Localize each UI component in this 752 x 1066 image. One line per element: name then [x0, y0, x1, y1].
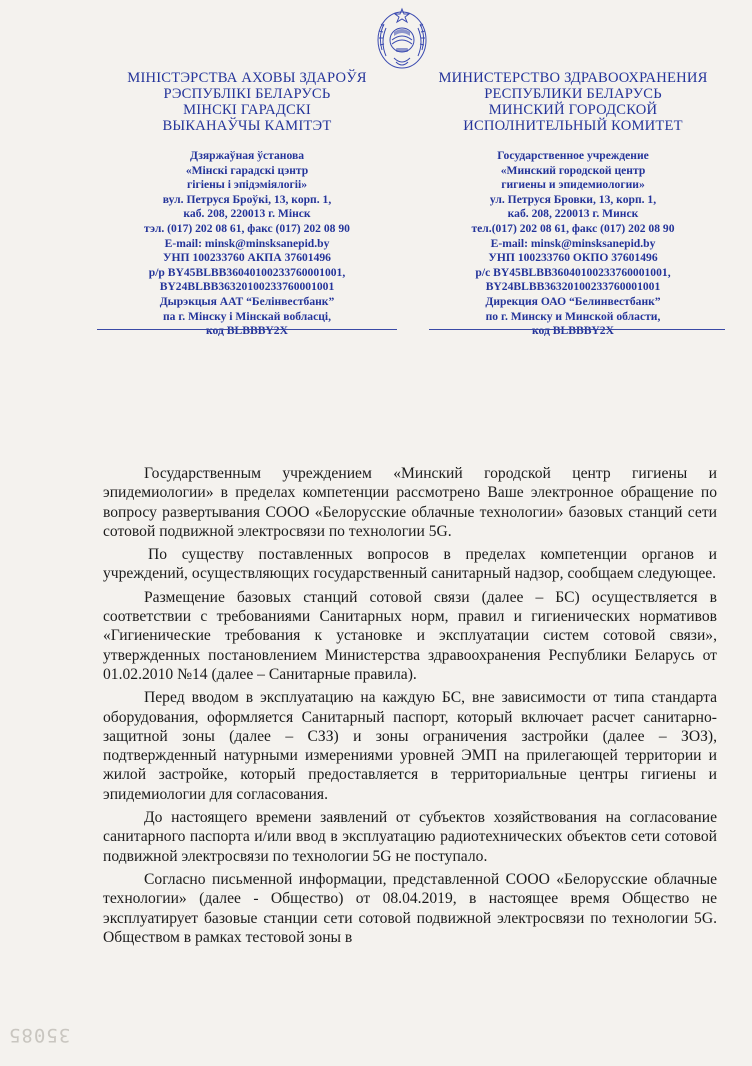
ministry-line: РЕСПУБЛИКИ БЕЛАРУСЬ	[484, 86, 662, 102]
ministry-line: МИНИСТЕРСТВО ЗДРАВООХРАНЕНИЯ	[438, 70, 708, 86]
bank-line: Дырэкцыя ААТ “Белінвестбанк”	[159, 294, 335, 308]
state-emblem-icon	[374, 6, 430, 72]
ministry-line: МИНСКИЙ ГОРОДСКОЙ	[488, 102, 658, 118]
institution-line: гігіены і эпідэміялогіі»	[186, 178, 308, 192]
bank-line: по г. Минску и Минской области,	[485, 309, 661, 323]
email-line: E-mail: minsk@minsksanepid.by	[490, 236, 656, 250]
letterhead-divider	[429, 329, 725, 330]
bank-line: Дирекция ОАО “Белинвестбанк”	[485, 294, 661, 308]
institution-line: гигиены и эпидемиологии»	[501, 178, 645, 192]
email-line: E-mail: minsk@minsksanepid.by	[164, 236, 330, 250]
ministry-name-be	[96, 70, 398, 134]
letterhead-divider	[97, 329, 397, 330]
ministry-name-ru	[420, 70, 726, 134]
body-paragraph: Перед вводом в эксплуатацию на каждую БС, вне зависимости от типа стандарта оборудования, оформляется Санитарный паспорт, который включает расчет санитарно-защитной зоны (далее – СЗЗ) и зоны ограничения застройки (далее – ЗОЗ), подтвержденный натурными измерениями уровней ЭМП на прилегающей территории и жилой застройке, который предоставляется в территориальные центры гигиены и эпидемиологии для согласования.	[103, 689, 717, 803]
ministry-line: ВЫКАНАЎЧЫ КАМІТЭТ	[162, 118, 332, 134]
ministry-line: МІНСКІ ГАРАДСКІ	[183, 102, 311, 118]
registry-line: УНП 100233760 АКПА 37601496	[163, 251, 331, 265]
institution-details-ru	[420, 149, 726, 339]
letterhead-russian	[420, 70, 726, 339]
bank-line: па г. Мінску і Мінскай вобласці,	[162, 309, 332, 323]
address-line: каб. 208, 220013 г. Мінск	[183, 207, 311, 221]
registry-line: УНП 100233760 ОКПО 37601496	[488, 251, 658, 265]
body-paragraph: Государственным учреждением «Минский городской центр гигиены и эпидемиологии» в пределах компетенции рассмотрено Ваше электронное обращение по вопросу развертывания СООО «Белорусские облачные технологии» базовых станций сети сотовой подвижной электросвязи по технологии 5G.	[103, 465, 717, 540]
institution-line: Государственное учреждение	[497, 149, 649, 162]
body-paragraph: Согласно письменной информации, представленной СООО «Белорусские облачные технологии» (далее - Общество) от 08.04.2019, в настоящее время Общество не эксплуатирует базовые станции сети сотовой подвижной электросвязи по технологии 5G. Обществом в рамках тестовой зоны в	[103, 870, 717, 946]
page-number-stamp: 35085	[8, 1024, 71, 1046]
address-line: каб. 208, 220013 г. Минск	[507, 207, 639, 221]
body-paragraph: Размещение базовых станций сотовой связи (далее – БС) осуществляется в соответствии с требованиями Санитарных норм, правил и гигиенических нормативов «Гигиенические требования к установке и эксплуатации систем сотовой связи», утвержденных постановлением Министерства здравоохранения Республики Беларусь от 01.02.2010 №14 (далее – Санитарные правила).	[103, 588, 717, 683]
body-paragraph: По существу поставленных вопросов в пределах компетенции органов и учреждений, осуществляющих государственный санитарный надзор, сообщаем следующее.	[103, 546, 717, 583]
address-line: вул. Петруся Броўкі, 13, корп. 1,	[162, 192, 332, 206]
letterhead-belarusian	[96, 70, 398, 339]
bank-code-line: код BLBBBY2X	[206, 324, 288, 338]
phone-line: тэл. (017) 202 08 61, факс (017) 202 08 90	[144, 221, 350, 235]
phone-line: тел.(017) 202 08 61, факс (017) 202 08 90	[471, 221, 675, 235]
letter-body	[103, 464, 717, 951]
account-line: р/с BY45BLBB36040100233760001001,	[475, 265, 671, 279]
institution-line: Дзяржаўная ўстанова	[189, 149, 305, 162]
institution-line: «Мінскі гарадскі цэнтр	[185, 163, 309, 177]
account-line: р/р BY45BLBB36040100233760001001,	[148, 265, 346, 279]
bank-code-line: код BLBBBY2X	[532, 324, 614, 338]
account-line: BY24BLBB36320100233760001001	[485, 280, 661, 294]
ministry-line: ИСПОЛНИТЕЛЬНЫЙ КОМИТЕТ	[463, 118, 683, 134]
ministry-line: РЭСПУБЛІКІ БЕЛАРУСЬ	[163, 86, 331, 102]
body-paragraph: До настоящего времени заявлений от субъектов хозяйствования на согласование санитарного паспорта и/или ввод в эксплуатацию радиотехнических объектов сети сотовой подвижной электросвязи по технологии 5G не поступало.	[103, 809, 717, 865]
institution-details-be	[96, 149, 398, 339]
ministry-line: МІНІСТЭРСТВА АХОВЫ ЗДАРОЎЯ	[127, 70, 367, 86]
account-line: BY24BLBB36320100233760001001	[159, 280, 335, 294]
institution-line: «Минский городской центр	[500, 163, 646, 177]
address-line: ул. Петруся Бровки, 13, корп. 1,	[489, 192, 657, 206]
